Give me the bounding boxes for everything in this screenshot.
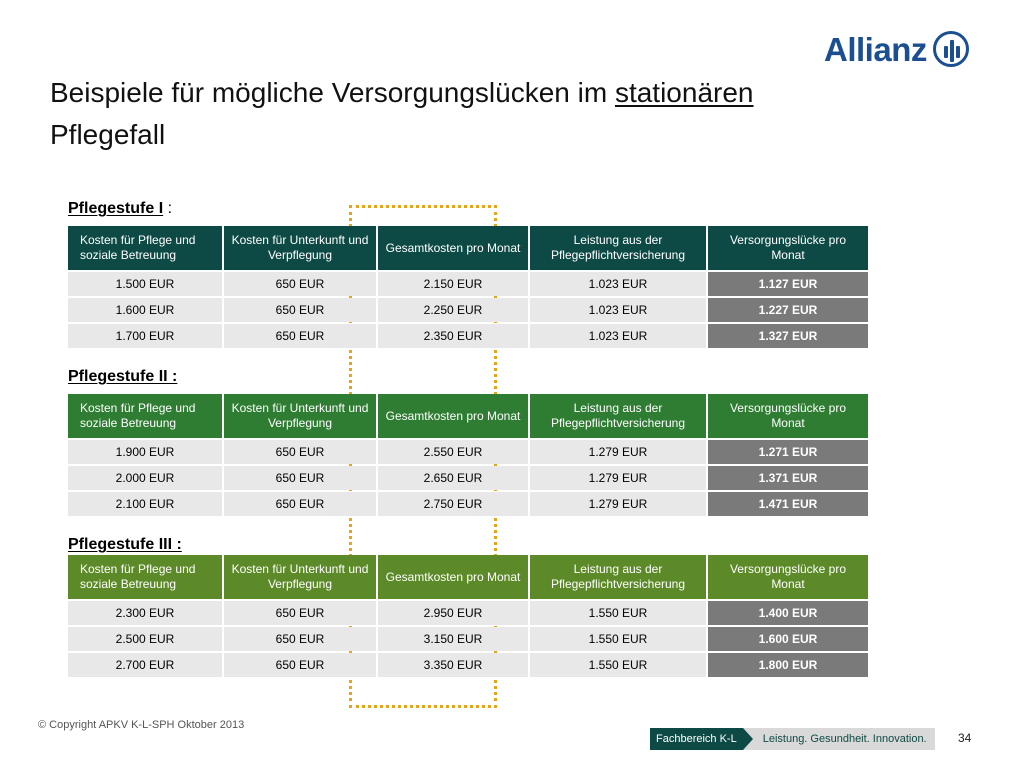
section-title-stufe2: [68, 368, 177, 386]
stufe1-label: Pflegestufe I: [68, 200, 164, 217]
cell-pflege: 2.700 EUR: [68, 653, 222, 677]
cell-pflege: 2.000 EUR: [68, 466, 222, 490]
header-leistung: Leistung aus der Pflegepflichtversicherung: [530, 555, 706, 599]
cell-versorgungsluecke: 1.400 EUR: [708, 601, 868, 625]
header-unterkunft: Kosten für Unterkunft und Verpflegung: [224, 555, 376, 599]
cell-pflege: 2.300 EUR: [68, 601, 222, 625]
page-title: [50, 72, 890, 156]
header-pflege: Kosten für Pflege und soziale Betreuung: [68, 555, 222, 599]
header-row: [68, 555, 868, 599]
header-versorgungsluecke: Versorgungslücke pro Monat: [708, 394, 868, 438]
header-gesamtkosten: Gesamtkosten pro Monat: [378, 555, 528, 599]
cell-unterkunft: 650 EUR: [224, 653, 376, 677]
table-row: [68, 601, 868, 625]
allianz-eagle-icon: [933, 31, 969, 67]
footer-department: Fachbereich K-L: [650, 728, 743, 750]
cell-pflege: 1.500 EUR: [68, 272, 222, 296]
stufe2-label: Pflegestufe II :: [68, 368, 178, 385]
cell-versorgungsluecke: 1.127 EUR: [708, 272, 868, 296]
footer-bar: [650, 728, 935, 750]
header-pflege: Kosten für Pflege und soziale Betreuung: [68, 226, 222, 270]
cell-gesamtkosten: 3.150 EUR: [378, 627, 528, 651]
cell-versorgungsluecke: 1.327 EUR: [708, 324, 868, 348]
cell-leistung: 1.023 EUR: [530, 324, 706, 348]
title-part1: Beispiele für mögliche Versorgungslücken im: [50, 77, 608, 108]
header-versorgungsluecke: Versorgungslücke pro Monat: [708, 555, 868, 599]
header-leistung: Leistung aus der Pflegepflichtversicherung: [530, 394, 706, 438]
cell-gesamtkosten: 2.750 EUR: [378, 492, 528, 516]
cell-leistung: 1.023 EUR: [530, 298, 706, 322]
section-title-stufe3: [68, 536, 182, 554]
cell-versorgungsluecke: 1.371 EUR: [708, 466, 868, 490]
cell-pflege: 1.600 EUR: [68, 298, 222, 322]
cell-gesamtkosten: 2.550 EUR: [378, 440, 528, 464]
allianz-logo: [824, 28, 969, 70]
cell-versorgungsluecke: 1.600 EUR: [708, 627, 868, 651]
header-gesamtkosten: Gesamtkosten pro Monat: [378, 226, 528, 270]
cell-leistung: 1.550 EUR: [530, 653, 706, 677]
cell-versorgungsluecke: 1.800 EUR: [708, 653, 868, 677]
cell-leistung: 1.023 EUR: [530, 272, 706, 296]
cell-gesamtkosten: 2.150 EUR: [378, 272, 528, 296]
cell-unterkunft: 650 EUR: [224, 324, 376, 348]
header-unterkunft: Kosten für Unterkunft und Verpflegung: [224, 226, 376, 270]
title-underlined: stationären: [614, 77, 754, 108]
header-unterkunft: Kosten für Unterkunft und Verpflegung: [224, 394, 376, 438]
header-leistung: Leistung aus der Pflegepflichtversicherung: [530, 226, 706, 270]
cell-gesamtkosten: 2.650 EUR: [378, 466, 528, 490]
table-row: [68, 653, 868, 677]
table-stufe3: [66, 553, 870, 679]
cell-unterkunft: 650 EUR: [224, 627, 376, 651]
cell-unterkunft: 650 EUR: [224, 272, 376, 296]
cell-gesamtkosten: 2.250 EUR: [378, 298, 528, 322]
cell-leistung: 1.279 EUR: [530, 440, 706, 464]
cell-pflege: 2.100 EUR: [68, 492, 222, 516]
cell-unterkunft: 650 EUR: [224, 440, 376, 464]
stufe3-label: Pflegestufe III :: [68, 536, 182, 553]
header-versorgungsluecke: Versorgungslücke pro Monat: [708, 226, 868, 270]
section-title-stufe1: [68, 200, 172, 218]
copyright: © Copyright APKV K-L-SPH Oktober 2013: [38, 719, 245, 731]
cell-leistung: 1.550 EUR: [530, 601, 706, 625]
header-row: [68, 394, 868, 438]
table-row: [68, 298, 868, 322]
cell-leistung: 1.279 EUR: [530, 466, 706, 490]
table-row: [68, 272, 868, 296]
cell-leistung: 1.550 EUR: [530, 627, 706, 651]
table-row: [68, 466, 868, 490]
cell-gesamtkosten: 2.950 EUR: [378, 601, 528, 625]
table-row: [68, 627, 868, 651]
cell-pflege: 2.500 EUR: [68, 627, 222, 651]
cell-versorgungsluecke: 1.271 EUR: [708, 440, 868, 464]
table-row: [68, 440, 868, 464]
table-row: [68, 324, 868, 348]
cell-unterkunft: 650 EUR: [224, 601, 376, 625]
cell-unterkunft: 650 EUR: [224, 492, 376, 516]
cell-versorgungsluecke: 1.227 EUR: [708, 298, 868, 322]
header-gesamtkosten: Gesamtkosten pro Monat: [378, 394, 528, 438]
cell-pflege: 1.900 EUR: [68, 440, 222, 464]
stufe1-colon: :: [167, 200, 173, 217]
table-stufe2: [66, 392, 870, 518]
footer-slogan: Leistung. Gesundheit. Innovation.: [743, 728, 935, 750]
table-row: [68, 492, 868, 516]
header-pflege: Kosten für Pflege und soziale Betreuung: [68, 394, 222, 438]
table-stufe1: [66, 224, 870, 350]
header-row: [68, 226, 868, 270]
cell-leistung: 1.279 EUR: [530, 492, 706, 516]
cell-unterkunft: 650 EUR: [224, 298, 376, 322]
cell-pflege: 1.700 EUR: [68, 324, 222, 348]
cell-gesamtkosten: 2.350 EUR: [378, 324, 528, 348]
page-number: 34: [958, 731, 972, 745]
logo-text: Allianz: [824, 30, 927, 68]
title-part2: Pflegefall: [50, 119, 166, 150]
cell-unterkunft: 650 EUR: [224, 466, 376, 490]
cell-versorgungsluecke: 1.471 EUR: [708, 492, 868, 516]
cell-gesamtkosten: 3.350 EUR: [378, 653, 528, 677]
